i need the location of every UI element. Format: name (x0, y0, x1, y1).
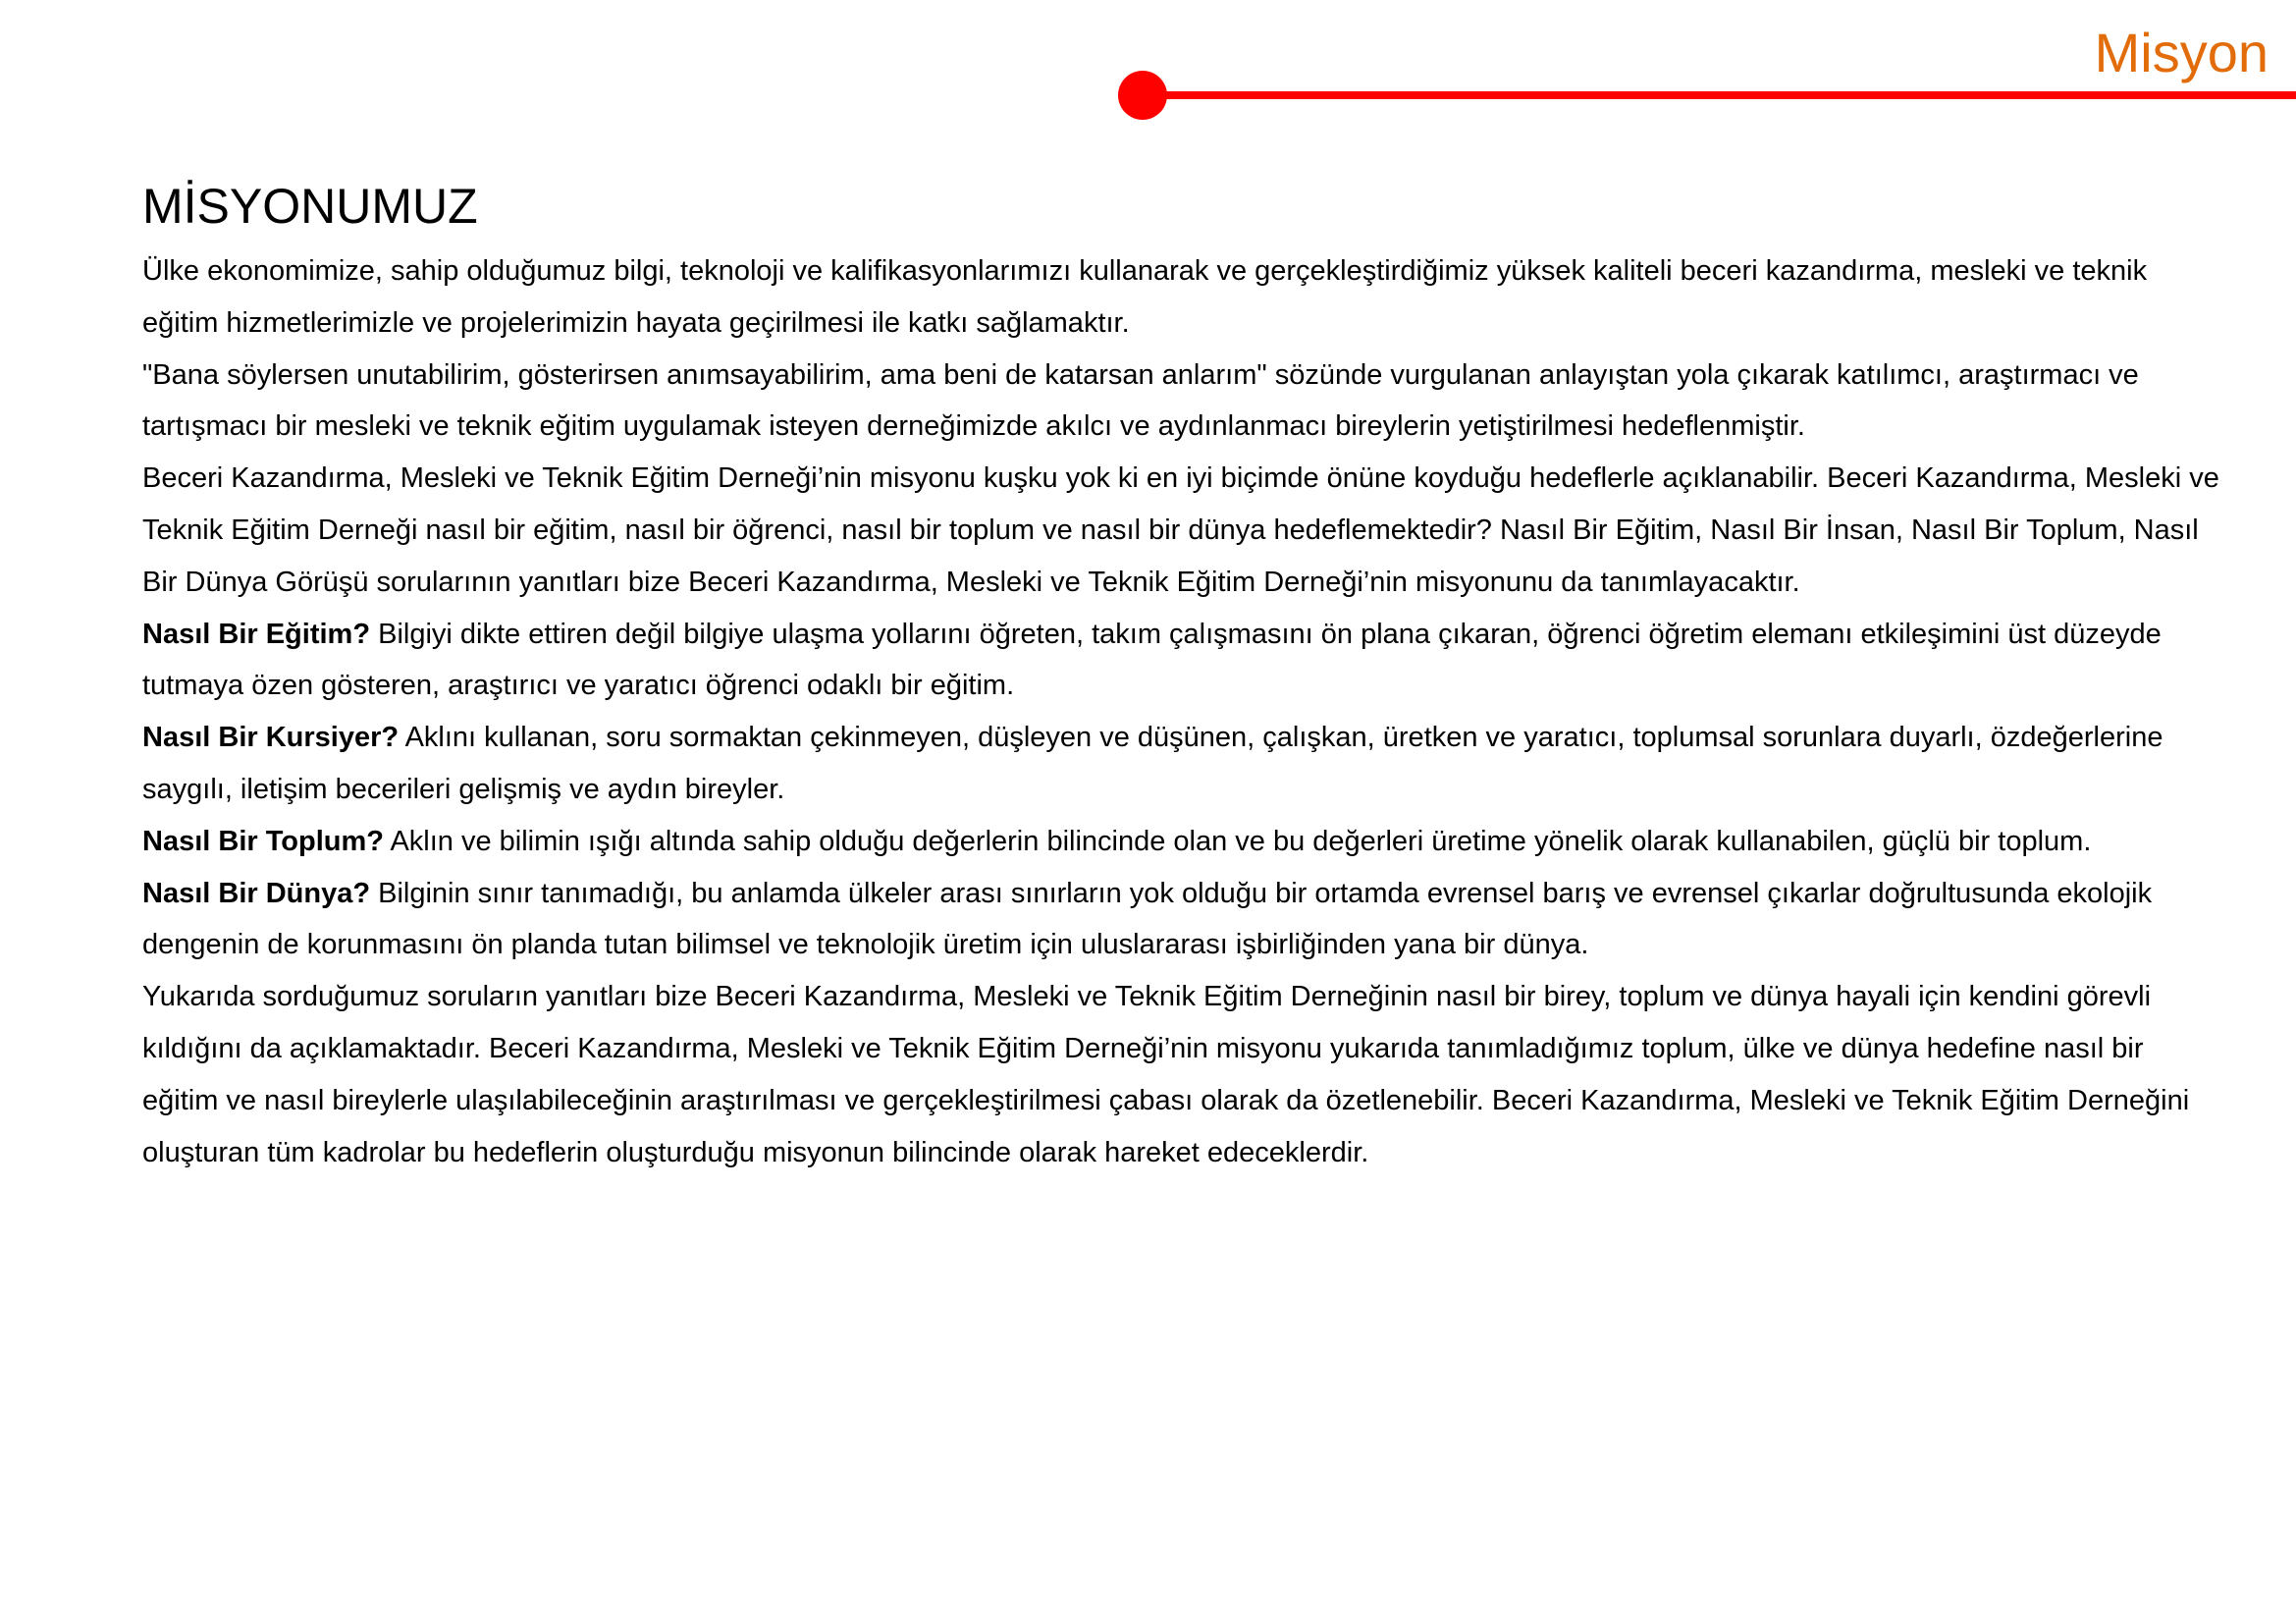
paragraph-text: Aklını kullanan, soru sormaktan çekinmeyen, düşleyen ve düşünen, çalışkan, üretken ve yaratıcı, toplumsal sorunlara duyarlı, özdeğerlerine saygılı, iletişim becerileri gelişmiş ve aydın bireyler. (142, 722, 2163, 805)
paragraph-conclusion (142, 971, 2223, 1178)
header-rule (1143, 91, 2296, 99)
paragraph-mission-statement (142, 245, 2223, 350)
paragraph-education (142, 609, 2223, 713)
paragraph-text: Aklın ve bilimin ışığı altında sahip olduğu değerlerin bilincinde olan ve bu değerleri üretime yönelik olarak kullanabilen, güçlü bir toplum. (383, 825, 2092, 857)
paragraph-text: Bilgiyi dikte ettiren değil bilgiye ulaşma yollarını öğreten, takım çalışmasını ön plana çıkaran, öğrenci öğretim elemanı etkileşimini üst düzeyde tutmaya özen gösteren, araştırıcı ve yaratıcı öğrenci odaklı bir eğitim. (142, 618, 2162, 702)
paragraph-lead: Nasıl Bir Dünya? (142, 877, 371, 909)
paragraph-society (142, 816, 2223, 868)
paragraph-lead: Nasıl Bir Toplum? (142, 825, 384, 857)
paragraph-trainee (142, 712, 2223, 816)
paragraph-lead: Nasıl Bir Eğitim? (142, 618, 371, 650)
document-body (142, 173, 2223, 1178)
paragraph-text: Beceri Kazandırma, Mesleki ve Teknik Eğitim Derneği’nin misyonu kuşku yok ki en iyi biçimde önüne koyduğu hedeflerle açıklanabilir. Beceri Kazandırma, Mesleki ve Teknik Eğitim Derneği nasıl bir eğitim, nasıl bir öğrenci, nasıl bir toplum ve nasıl bir dünya hedeflemektedir? Nasıl Bir Eğitim, Nasıl Bir İnsan, Nasıl Bir Toplum, Nasıl Bir Dünya Görüşü sorularının yanıtları bize Beceri Kazandırma, Mesleki ve Teknik Eğitim Derneği’nin misyonunu da tanımlayacaktır. (142, 462, 2219, 598)
paragraph-goals-intro (142, 453, 2223, 608)
header-bullet-dot (1118, 71, 1167, 120)
page-section-title: Misyon (2094, 22, 2269, 83)
paragraph-text: Yukarıda sorduğumuz soruların yanıtları bize Beceri Kazandırma, Mesleki ve Teknik Eğitim Derneğinin nasıl bir birey, toplum ve dünya hayali için kendini görevli kıldığını da açıklamaktadır. Beceri Kazandırma, Mesleki ve Teknik Eğitim Derneği’nin misyonu yukarıda tanımladığımız toplum, ülke ve dünya hedefine nasıl bir eğitim ve nasıl bireylerle ulaşılabileceğinin araştırılması ve gerçekleştirilmesi çabası olarak da özetlenebilir. Beceri Kazandırma, Mesleki ve Teknik Eğitim Derneğini oluşturan tüm kadrolar bu hedeflerin oluşturduğu misyonun bilincinde olarak hareket edeceklerdir. (142, 981, 2190, 1168)
paragraph-text: Ülke ekonomimize, sahip olduğumuz bilgi, teknoloji ve kalifikasyonlarımızı kullanarak ve gerçekleştirdiğimiz yüksek kaliteli beceri kazandırma, mesleki ve teknik eğitim hizmetlerimizle ve projelerimizin hayata geçirilmesi ile katkı sağlamaktır. (142, 255, 2148, 339)
paragraph-text: Bilginin sınır tanımadığı, bu anlamda ülkeler arası sınırların yok olduğu bir ortamda evrensel barış ve evrensel çıkarlar doğrultusunda ekolojik dengenin de korunmasını ön planda tutan bilimsel ve teknolojik üretim için uluslararası işbirliğinden yana bir dünya. (142, 877, 2153, 961)
paragraph-world (142, 868, 2223, 972)
paragraph-quote (142, 350, 2223, 454)
paragraph-lead: Nasıl Bir Kursiyer? (142, 722, 400, 754)
paragraph-text: "Bana söylersen unutabilirim, gösterirsen anımsayabilirim, ama beni de katarsan anlarım" sözünde vurgulanan anlayıştan yola çıkarak katılımcı, araştırmacı ve tartışmacı bir mesleki ve teknik eğitim uygulamak isteyen derneğimizde akılcı ve aydınlanmacı bireylerin yetiştirilmesi hedeflenmiştir. (142, 358, 2139, 443)
page-heading: MİSYONUMUZ (142, 179, 478, 234)
